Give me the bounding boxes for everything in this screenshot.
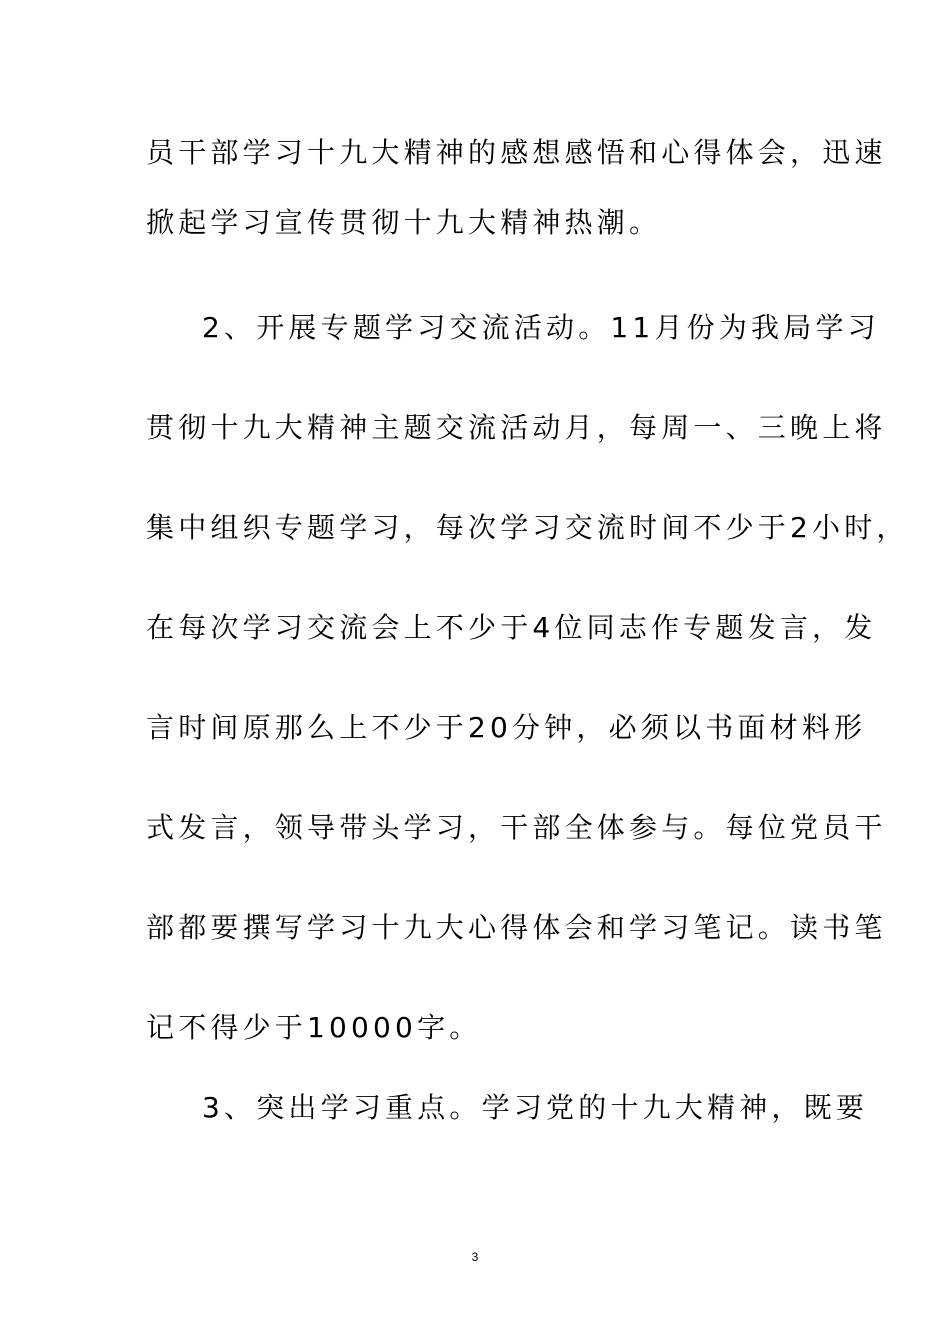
body-text-line: 言时间原那么上不少于20分钟，必须以书面材料形	[146, 711, 867, 744]
page-number: 3	[471, 1250, 479, 1264]
body-text-line: 部都要撰写学习十九大心得体会和学习笔记。读书笔	[146, 911, 887, 944]
body-text-line: 员干部学习十九大精神的感想感悟和心得体会，迅速	[146, 136, 887, 169]
body-text-line: 贯彻十九大精神主题交流活动月，每周一、三晚上将	[146, 411, 887, 444]
body-text-line: 集中组织专题学习，每次学习交流时间不少于2小时，	[146, 511, 909, 544]
body-text-line: 在每次学习交流会上不少于4位同志作专题发言，发	[146, 611, 877, 644]
body-text-line: 记不得少于10000字。	[146, 1011, 482, 1044]
paragraph-first-line: 3、突出学习重点。学习党的十九大精神，既要	[202, 1091, 869, 1124]
paragraph-first-line: 2、开展专题学习交流活动。11月份为我局学习	[202, 311, 880, 344]
body-text-line: 式发言，领导带头学习，干部全体参与。每位党员干	[146, 811, 887, 844]
body-text-line: 掀起学习宣传贯彻十九大精神热潮。	[146, 206, 662, 239]
